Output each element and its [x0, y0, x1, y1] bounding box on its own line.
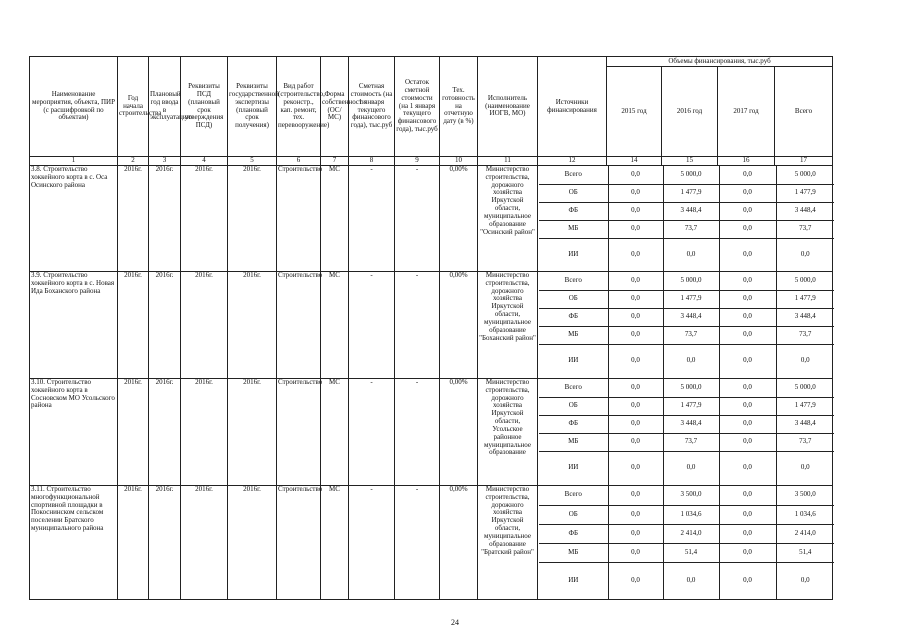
fin-total: 1 477,9 — [776, 290, 834, 308]
fin-total: 3 500,0 — [776, 486, 834, 505]
fin-y2016: 2 414,0 — [663, 524, 719, 543]
column-number: 7 — [321, 157, 349, 166]
cell-expertise: 2016г. — [228, 272, 277, 379]
fin-y2015: 0,0 — [608, 379, 663, 397]
cell-ownership: МС — [321, 166, 349, 272]
fin-src: ФБ — [539, 524, 608, 543]
fin-total: 1 034,6 — [776, 505, 834, 524]
financing-row — [539, 543, 834, 562]
fin-y2017: 0,0 — [719, 451, 776, 485]
fin-total: 73,7 — [776, 220, 834, 238]
table-row — [30, 379, 833, 486]
column-number-row — [30, 157, 833, 166]
cell-year-start: 2016г. — [118, 166, 149, 272]
fin-y2016: 1 477,9 — [663, 184, 719, 202]
cell-executor: Министерство строительства, дорожного хозяйства Иркутской области, Усольское районное муниципальное образование — [478, 379, 538, 486]
header-cost: Сметная стоимость (на 1 января текущего финансового года), тыс.руб — [349, 57, 395, 157]
cell-work-type: Строительство — [277, 166, 321, 272]
fin-y2015: 0,0 — [608, 415, 663, 433]
fin-y2016: 5 000,0 — [663, 272, 719, 290]
fin-y2017: 0,0 — [719, 433, 776, 451]
column-number: 5 — [228, 157, 277, 166]
fin-y2015: 0,0 — [608, 202, 663, 220]
fin-y2017: 0,0 — [719, 397, 776, 415]
fin-total: 5 000,0 — [776, 166, 834, 184]
cell-expertise: 2016г. — [228, 486, 277, 600]
fin-src: МБ — [539, 433, 608, 451]
cell-readiness: 0,00% — [440, 272, 478, 379]
cell-psd: 2016г. — [181, 379, 228, 486]
financing-row — [539, 272, 834, 290]
fin-y2016: 51,4 — [663, 543, 719, 562]
fin-y2016: 1 477,9 — [663, 290, 719, 308]
header-total: Всего — [775, 67, 833, 157]
fin-y2016: 73,7 — [663, 220, 719, 238]
financing-table — [29, 56, 833, 600]
fin-total: 1 477,9 — [776, 184, 834, 202]
cell-remaining: - — [395, 272, 440, 379]
financing-block — [538, 486, 833, 600]
fin-y2015: 0,0 — [608, 451, 663, 485]
fin-total: 73,7 — [776, 326, 834, 344]
fin-src: ИИ — [568, 463, 579, 472]
column-number: 3 — [149, 157, 181, 166]
fin-y2016: 0,0 — [663, 238, 719, 271]
fin-y2017: 0,0 — [719, 326, 776, 344]
fin-src: ИИ — [568, 249, 579, 258]
financing-subtable — [539, 379, 834, 485]
financing-row — [539, 379, 834, 397]
cell-psd: 2016г. — [181, 272, 228, 379]
fin-src: Всего — [539, 486, 608, 505]
fin-y2016: 1 477,9 — [663, 397, 719, 415]
column-number: 4 — [181, 157, 228, 166]
header-name: Наименование мероприятия, объекта, ПИР (с расшифровкой по объектам) — [30, 57, 118, 157]
header-remaining: Остаток сметной стоимости (на 1 января текущего финансового года), тыс.руб — [395, 57, 440, 157]
table-row — [30, 272, 833, 379]
cell-work-type: Строительство — [277, 272, 321, 379]
fin-src: ИИ — [568, 356, 579, 365]
column-number: 2 — [118, 157, 149, 166]
fin-y2017: 0,0 — [719, 308, 776, 326]
financing-row — [539, 415, 834, 433]
fin-y2015: 0,0 — [608, 505, 663, 524]
cell-readiness: 0,00% — [440, 166, 478, 272]
fin-src: МБ — [539, 220, 608, 238]
column-number: 17 — [775, 157, 833, 166]
fin-total: 0,0 — [776, 451, 834, 485]
fin-y2016: 3 448,4 — [663, 415, 719, 433]
header-2016: 2016 год — [662, 67, 718, 157]
cell-work-type: Строительство — [277, 486, 321, 600]
cell-name: 3.8. Строительство хоккейного корта в с. Оса Осинского района — [30, 166, 118, 272]
fin-total: 0,0 — [776, 563, 834, 599]
financing-row — [539, 290, 834, 308]
fin-src: ФБ — [539, 202, 608, 220]
column-number: 15 — [662, 157, 718, 166]
column-number: 10 — [440, 157, 478, 166]
cell-psd: 2016г. — [181, 486, 228, 600]
fin-y2015: 0,0 — [608, 166, 663, 184]
fin-total: 3 448,4 — [776, 415, 834, 433]
fin-y2015: 0,0 — [608, 290, 663, 308]
cell-readiness: 0,00% — [440, 486, 478, 600]
fin-src: ОБ — [539, 290, 608, 308]
financing-row — [539, 397, 834, 415]
fin-y2017: 0,0 — [719, 238, 776, 271]
financing-block — [538, 166, 833, 272]
header-readiness: Тех. готовность на отчетную дату (в %) — [440, 57, 478, 157]
cell-name: 3.11. Строительство многофункциональной спортивной площадки в Покоснинском сельском поселении Братского муниципального района — [30, 486, 118, 600]
fin-y2015: 0,0 — [608, 184, 663, 202]
fin-total: 2 414,0 — [776, 524, 834, 543]
cell-readiness: 0,00% — [440, 379, 478, 486]
fin-y2016: 5 000,0 — [663, 379, 719, 397]
financing-row — [539, 486, 834, 505]
fin-y2015: 0,0 — [608, 563, 663, 599]
header-work-type: Вид работ (строительство, реконстр., кап. ремонт, тех. перевооружение) — [277, 57, 321, 157]
fin-src: Всего — [539, 166, 608, 184]
fin-y2015: 0,0 — [608, 524, 663, 543]
fin-y2015: 0,0 — [608, 272, 663, 290]
cell-ownership: МС — [321, 272, 349, 379]
cell-year-plan: 2016г. — [149, 272, 181, 379]
cell-cost: - — [349, 166, 395, 272]
fin-y2017: 0,0 — [719, 379, 776, 397]
column-number: 14 — [607, 157, 662, 166]
cell-executor: Министерство строительства, дорожного хозяйства Иркутской области, муниципальное образование "Братский район" — [478, 486, 538, 600]
cell-cost: - — [349, 272, 395, 379]
fin-y2017: 0,0 — [719, 290, 776, 308]
fin-y2017: 0,0 — [719, 505, 776, 524]
financing-row — [539, 308, 834, 326]
fin-y2016: 0,0 — [663, 344, 719, 378]
fin-y2017: 0,0 — [719, 344, 776, 378]
fin-y2016: 3 448,4 — [663, 308, 719, 326]
financing-row — [539, 451, 834, 485]
fin-src: Всего — [539, 272, 608, 290]
fin-y2016: 3 500,0 — [663, 486, 719, 505]
fin-y2017: 0,0 — [719, 166, 776, 184]
column-number: 11 — [478, 157, 538, 166]
cell-remaining: - — [395, 379, 440, 486]
header-year-plan: Плановый год ввода в эксплуатацию — [149, 57, 181, 157]
fin-y2015: 0,0 — [608, 543, 663, 562]
header-executor: Исполнитель (наименование ИОГВ, МО) — [478, 57, 538, 157]
table-row — [30, 486, 833, 600]
fin-total: 51,4 — [776, 543, 834, 562]
cell-name: 3.9. Строительство хоккейного корта в с. Новая Ида Боханского района — [30, 272, 118, 379]
fin-src: МБ — [539, 326, 608, 344]
fin-src: ФБ — [539, 308, 608, 326]
column-number: 8 — [349, 157, 395, 166]
header-ownership: Форма собственности (ОС/МС) — [321, 57, 349, 157]
fin-y2015: 0,0 — [608, 486, 663, 505]
cell-year-plan: 2016г. — [149, 379, 181, 486]
fin-src: ИИ — [568, 576, 579, 585]
fin-src: ОБ — [539, 505, 608, 524]
fin-y2017: 0,0 — [719, 202, 776, 220]
fin-y2016: 5 000,0 — [663, 166, 719, 184]
financing-row — [539, 202, 834, 220]
fin-y2016: 73,7 — [663, 433, 719, 451]
cell-name: 3.10. Строительство хоккейного корта в Сосновском МО Усольского района — [30, 379, 118, 486]
fin-y2017: 0,0 — [719, 220, 776, 238]
fin-y2015: 0,0 — [608, 344, 663, 378]
fin-y2017: 0,0 — [719, 184, 776, 202]
fin-y2015: 0,0 — [608, 220, 663, 238]
cell-year-start: 2016г. — [118, 272, 149, 379]
cell-expertise: 2016г. — [228, 166, 277, 272]
page-number: 24 — [451, 618, 459, 627]
fin-y2017: 0,0 — [719, 415, 776, 433]
fin-total: 1 477,9 — [776, 397, 834, 415]
financing-row — [539, 326, 834, 344]
column-number: 16 — [718, 157, 775, 166]
financing-row — [539, 166, 834, 184]
fin-total: 3 448,4 — [776, 308, 834, 326]
financing-row — [539, 220, 834, 238]
fin-total: 0,0 — [776, 344, 834, 378]
header-psd: Реквизиты ПСД (плановый срок утверждения ПСД) — [181, 57, 228, 157]
financing-block — [538, 272, 833, 379]
cell-remaining: - — [395, 166, 440, 272]
fin-total: 73,7 — [776, 433, 834, 451]
cell-expertise: 2016г. — [228, 379, 277, 486]
header-2015: 2015 год — [607, 67, 662, 157]
cell-year-start: 2016г. — [118, 486, 149, 600]
financing-subtable — [539, 272, 834, 378]
fin-y2017: 0,0 — [719, 486, 776, 505]
fin-y2016: 0,0 — [663, 563, 719, 599]
header-year-start: Год начала строительства — [118, 57, 149, 157]
financing-row — [539, 563, 834, 599]
financing-row — [539, 505, 834, 524]
fin-y2016: 0,0 — [663, 451, 719, 485]
cell-executor: Министерство строительства, дорожного хозяйства Иркутской области, муниципальное образование "Боханский район" — [478, 272, 538, 379]
fin-src: МБ — [539, 543, 608, 562]
header-sources: Источники финансирования — [538, 57, 607, 157]
fin-src: Всего — [539, 379, 608, 397]
column-number: 9 — [395, 157, 440, 166]
fin-src: ФБ — [539, 415, 608, 433]
fin-y2017: 0,0 — [719, 543, 776, 562]
fin-src: ОБ — [539, 184, 608, 202]
column-number: 12 — [538, 157, 607, 166]
fin-y2017: 0,0 — [719, 272, 776, 290]
cell-year-plan: 2016г. — [149, 166, 181, 272]
cell-executor: Министерство строительства, дорожного хозяйства Иркутской области, муниципальное образование "Осинский район" — [478, 166, 538, 272]
column-number: 6 — [277, 157, 321, 166]
column-number: 1 — [30, 157, 118, 166]
fin-y2015: 0,0 — [608, 326, 663, 344]
financing-row — [539, 344, 834, 378]
cell-remaining: - — [395, 486, 440, 600]
cell-cost: - — [349, 486, 395, 600]
financing-row — [539, 524, 834, 543]
financing-row — [539, 184, 834, 202]
fin-total: 5 000,0 — [776, 379, 834, 397]
cell-psd: 2016г. — [181, 166, 228, 272]
header-financing: Объемы финансирования, тыс.руб — [607, 57, 833, 67]
header-2017: 2017 год — [718, 67, 775, 157]
fin-y2016: 3 448,4 — [663, 202, 719, 220]
fin-total: 3 448,4 — [776, 202, 834, 220]
fin-y2015: 0,0 — [608, 433, 663, 451]
cell-year-plan: 2016г. — [149, 486, 181, 600]
fin-y2015: 0,0 — [608, 308, 663, 326]
fin-y2016: 73,7 — [663, 326, 719, 344]
fin-total: 5 000,0 — [776, 272, 834, 290]
fin-y2017: 0,0 — [719, 524, 776, 543]
financing-row — [539, 433, 834, 451]
cell-ownership: МС — [321, 379, 349, 486]
financing-row — [539, 238, 834, 271]
cell-work-type: Строительство — [277, 379, 321, 486]
financing-subtable — [539, 486, 834, 599]
fin-total: 0,0 — [776, 238, 834, 271]
fin-y2015: 0,0 — [608, 238, 663, 271]
cell-year-start: 2016г. — [118, 379, 149, 486]
fin-y2015: 0,0 — [608, 397, 663, 415]
header-expertise: Реквизиты государственной экспертизы (плановый срок получения) — [228, 57, 277, 157]
cell-cost: - — [349, 379, 395, 486]
financing-block — [538, 379, 833, 486]
cell-ownership: МС — [321, 486, 349, 600]
financing-subtable — [539, 166, 834, 271]
table-row — [30, 166, 833, 272]
fin-y2017: 0,0 — [719, 563, 776, 599]
fin-y2016: 1 034,6 — [663, 505, 719, 524]
fin-src: ОБ — [539, 397, 608, 415]
